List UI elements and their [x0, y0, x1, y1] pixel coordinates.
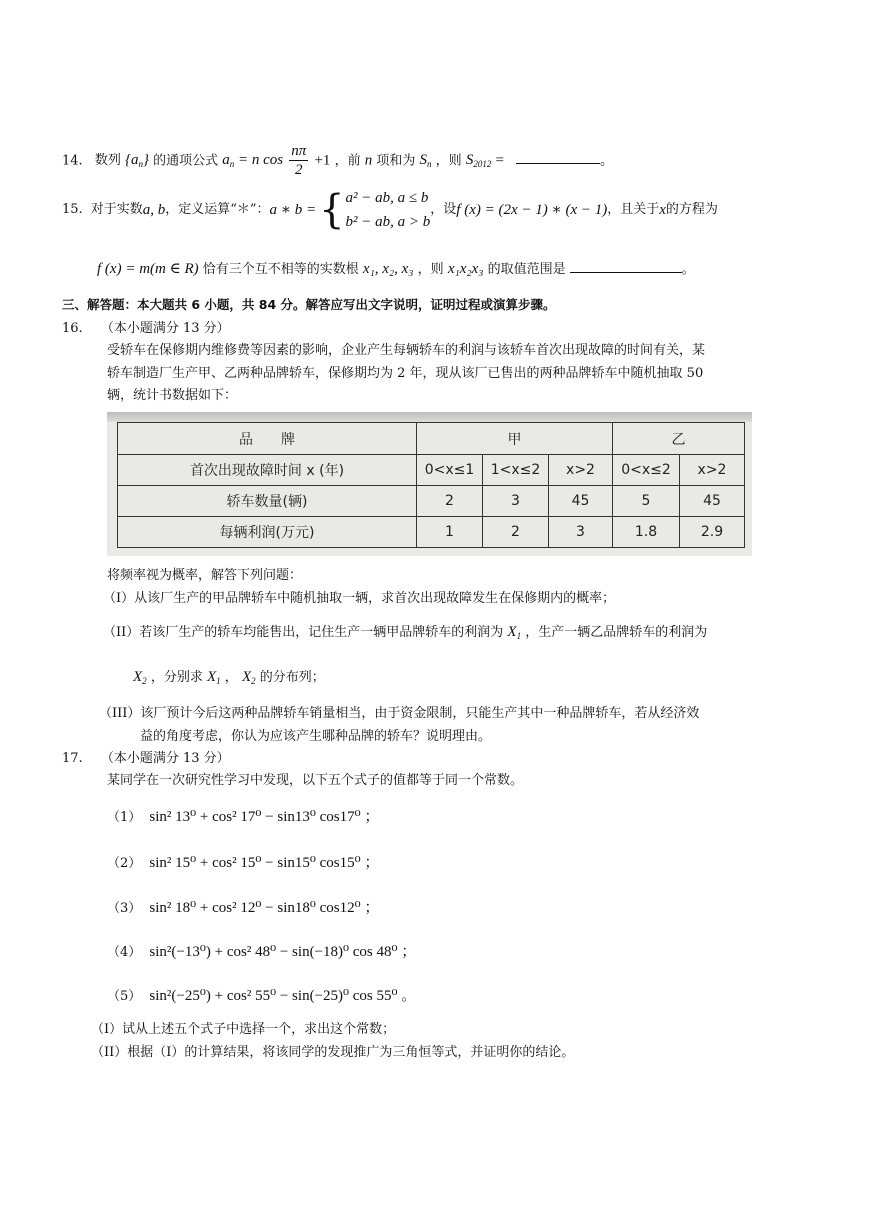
table-cell: x>2 [549, 455, 613, 486]
q16-part-1: （I）从该厂生产的甲品牌轿车中随机抽取一辆，求首次出现故障发生在保修期内的概率； [103, 591, 616, 606]
q16-para-4: 将频率视为概率，解答下列问题： [107, 568, 303, 583]
q17-part-1: （I）试从上述五个式子中选择一个，求出这个常数； [91, 1022, 396, 1037]
q16-data-table [117, 422, 745, 548]
q16-para-2: 轿车制造厂生产甲、乙两种品牌轿车，保修期均为 2 年，现从该厂已售出的两种品牌轿车中随机抽取 50 [107, 366, 704, 381]
table-cell: 1<x≤2 [483, 455, 549, 486]
table-cell: 0<x≤1 [417, 455, 483, 486]
q15-line1: 15. 对于实数 a, b ，定义运算“＊”： a ∗ b = { a² − ab, a ≤ b b² − ab, a > b ，设 f (x) = (2x − 1) ∗ (x − 1) ，且关于 x 的方程为 [62, 187, 718, 233]
left-brace-icon: { [319, 187, 345, 233]
table-row [118, 517, 745, 548]
q17-para-1: 某同学在一次研究性学习中发现，以下五个式子的值都等于同一个常数。 [107, 773, 524, 788]
table-cell: x>2 [680, 455, 745, 486]
table-cell: 1.8 [613, 517, 680, 548]
header-jia: 甲 [417, 423, 613, 455]
q17-part-2: （II）根据（Ⅰ）的计算结果，将该同学的发现推广为三角恒等式，并证明你的结论。 [91, 1045, 575, 1060]
table-row [118, 423, 745, 455]
q16-part-2-line2: $X_2$ ，分别求 $X_1$ ， $X_2$ 的分布列； [133, 669, 325, 686]
row-label: 首次出现故障时间 x (年) [118, 455, 417, 486]
q17-item-2: （2） sin² 15⁰ + cos² 15⁰ − sin15⁰ cos15⁰ ； [107, 855, 380, 871]
q15-piecewise: a² − ab, a ≤ b b² − ab, a > b [345, 190, 431, 230]
q16-number: 16. [62, 321, 83, 336]
header-brand: 品 牌 [118, 423, 417, 455]
q14-answer-blank[interactable] [516, 153, 600, 164]
q15-number: 15. [62, 202, 83, 218]
q15-answer-blank[interactable] [570, 262, 682, 273]
table-cell: 2.9 [680, 517, 745, 548]
q16-part-2-line1: （II）若该厂生产的轿车均能售出，记住生产一辆甲品牌轿车的利润为 $X_1$ ，生产一辆乙品牌轿车的利润为 [103, 624, 708, 641]
table-scan-strip [107, 412, 752, 422]
table-cell: 45 [680, 486, 745, 517]
table-row [118, 455, 745, 486]
q17-header: 17. （本小题满分 13 分） [62, 751, 230, 766]
q16-part-3-line1: （III）该厂预计今后这两种品牌轿车销量相当，由于资金限制，只能生产其中一种品牌轿车，若从经济效 [99, 706, 700, 721]
q16-part-3-line2: 益的角度考虑，你认为应该产生哪种品牌的轿车？说明理由。 [140, 729, 492, 744]
row-label: 轿车数量(辆) [118, 486, 417, 517]
q17-number: 17. [62, 751, 83, 766]
q17-item-4: （4） sin²(−13⁰) + cos² 48⁰ − sin(−18)⁰ cos 48⁰ ； [107, 944, 417, 960]
q16-para-1: 受轿车在保修期内维修费等因素的影响，企业产生每辆轿车的利润与该轿车首次出现故障的时间有关，某 [107, 343, 706, 358]
header-yi: 乙 [613, 423, 745, 455]
section-heading: 三、解答题：本大题共 6 小题，共 84 分。解答应写出文字说明，证明过程或演算步骤。 [62, 297, 556, 312]
row-label: 每辆利润(万元) [118, 517, 417, 548]
table-cell: 0<x≤2 [613, 455, 680, 486]
q16-table-image [107, 412, 752, 556]
q14-number: 14. [62, 153, 83, 169]
table-cell: 1 [417, 517, 483, 548]
q15-line2: f (x) = m(m ∈ R) 恰有三个互不相等的实数根 x₁, x₂, x₃ ，则 x₁x₂x₃ 的取值范围是 。 [97, 261, 695, 277]
table-cell: 2 [417, 486, 483, 517]
q17-item-5: （5） sin²(−25⁰) + cos² 55⁰ − sin(−25)⁰ cos 55⁰ 。 [107, 988, 417, 1004]
table-cell: 3 [549, 517, 613, 548]
q16-para-3: 辆，统计书数据如下： [107, 388, 238, 403]
q14-fraction: $\frac{n\pi}{2}$ [291, 143, 307, 178]
table-cell: 3 [483, 486, 549, 517]
table-cell: 2 [483, 517, 549, 548]
table-row [118, 486, 745, 517]
q16-header: 16. （本小题满分 13 分） [62, 321, 230, 336]
table-cell: 45 [549, 486, 613, 517]
q17-item-3: （3） sin² 18⁰ + cos² 12⁰ − sin18⁰ cos12⁰ ； [107, 900, 380, 916]
table-cell: 5 [613, 486, 680, 517]
q14-line: 14. 数列 $\{a_n\}$ 的通项公式 $a_n = n$ cos $\frac{n\pi}{2}$ +1 ，前 n 项和为 $S_n$ ，则 $S_{2012}$ = 。 [62, 143, 614, 178]
q17-item-1: （1） sin² 13⁰ + cos² 17⁰ − sin13⁰ cos17⁰ ； [107, 809, 380, 825]
